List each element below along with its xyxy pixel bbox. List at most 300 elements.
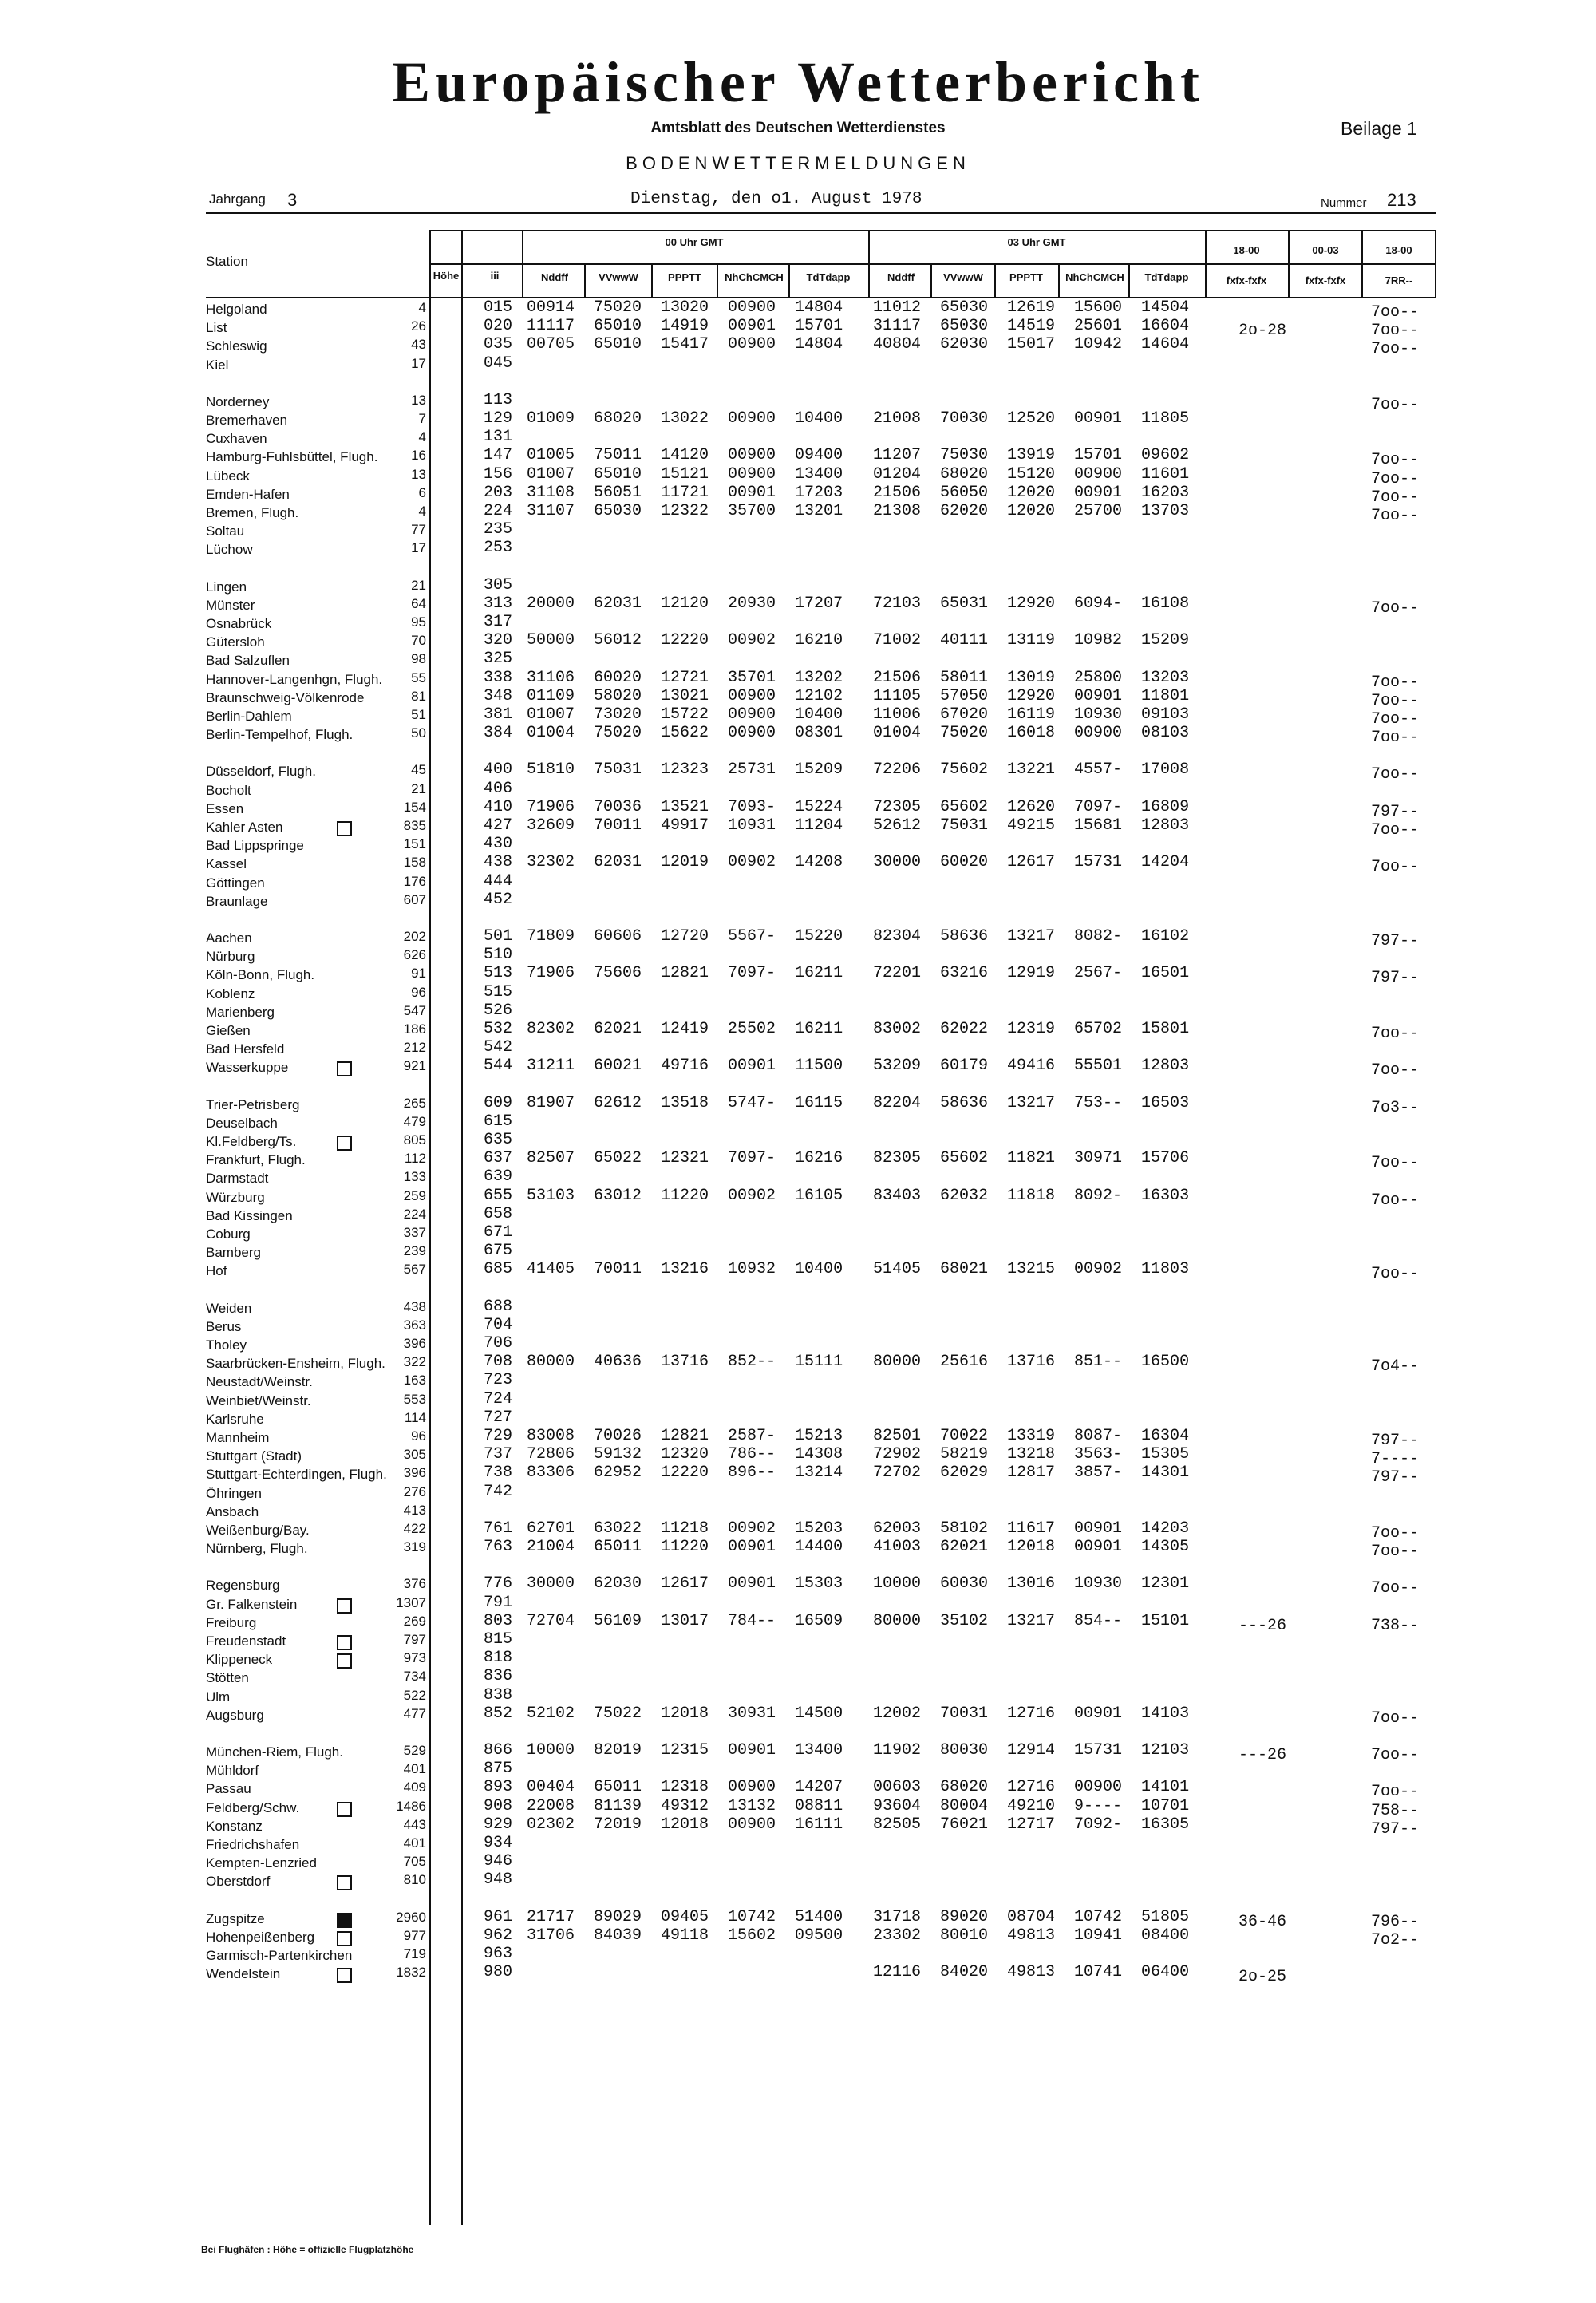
- obs-00-gmt: 31108 56051 11721 00901 17203: [527, 484, 843, 502]
- station-name: Bremerhaven: [206, 413, 288, 428]
- period-7rr: 797--: [1371, 1432, 1420, 1450]
- station-name: Regensburg: [206, 1578, 280, 1593]
- station-hoehe: 734: [403, 1669, 426, 1684]
- period-7rr: 7oo--: [1371, 303, 1420, 322]
- station-hoehe: 2960: [396, 1910, 426, 1925]
- station-index: 113: [484, 391, 513, 409]
- obs-03-gmt: 01204 68020 15120 00900 11601: [873, 465, 1190, 484]
- period-7rr: 7oo--: [1371, 1191, 1420, 1210]
- station-hoehe: 133: [403, 1169, 426, 1184]
- station-index: 015: [484, 298, 513, 317]
- hoehe-header: Höhe: [433, 270, 460, 282]
- station-hoehe: 413: [403, 1503, 426, 1518]
- station-index: 348: [484, 687, 513, 705]
- station-index: 655: [484, 1187, 513, 1205]
- station-hoehe: 547: [403, 1003, 426, 1018]
- station-hoehe: 529: [403, 1743, 426, 1758]
- station-hoehe: 1832: [396, 1965, 426, 1980]
- subtitle: Amtsblatt des Deutschen Wetterdienstes: [650, 120, 946, 136]
- col03-tdtdapp: TdTdapp: [1144, 271, 1189, 283]
- station-index: 724: [484, 1390, 513, 1408]
- sub-divider: [788, 263, 790, 297]
- obs-03-gmt: 80000 25616 13716 851-- 16500: [873, 1353, 1190, 1371]
- period-7rr: 7oo--: [1371, 322, 1420, 340]
- obs-00-gmt: 51810 75031 12323 25731 15209: [527, 760, 843, 779]
- period-7rr: 7oo--: [1371, 1543, 1420, 1561]
- obs-00-gmt: 31106 60020 12721 35701 13202: [527, 669, 843, 687]
- station-index: 727: [484, 1408, 513, 1427]
- obs-00-gmt: 52102 75022 12018 30931 14500: [527, 1705, 843, 1723]
- station-hoehe: 276: [403, 1484, 426, 1499]
- station-hoehe: 422: [403, 1521, 426, 1536]
- obs-03-gmt: 21506 56050 12020 00901 16203: [873, 484, 1190, 502]
- station-index: 147: [484, 446, 513, 464]
- station-index: 658: [484, 1205, 513, 1223]
- station-hoehe: 98: [411, 651, 426, 666]
- col03-nddff: Nddff: [887, 271, 915, 283]
- obs-00-gmt: 20000 62031 12120 20930 17207: [527, 595, 843, 613]
- station-index: 708: [484, 1353, 513, 1371]
- obs-00-gmt: 02302 72019 12018 00900 16111: [527, 1815, 843, 1834]
- station-index: 224: [484, 502, 513, 520]
- obs-03-gmt: 53209 60179 49416 55501 12803: [873, 1057, 1190, 1075]
- obs-03-gmt: 30000 60020 12617 15731 14204: [873, 853, 1190, 871]
- station-hoehe: 13: [411, 467, 426, 482]
- period-7rr: 7oo--: [1371, 765, 1420, 784]
- obs-03-gmt: 10000 60030 13016 10930 12301: [873, 1574, 1190, 1593]
- station-hoehe: 158: [403, 855, 426, 870]
- station-hoehe: 112: [404, 1151, 426, 1166]
- station-index: 438: [484, 853, 513, 871]
- period-7rr: 7oo--: [1371, 1579, 1420, 1598]
- col-divider-hoehe: [461, 230, 463, 2225]
- station-hoehe: 43: [411, 337, 426, 352]
- station-hoehe: 396: [403, 1336, 426, 1351]
- station-hoehe: 337: [403, 1225, 426, 1240]
- obs-00-gmt: 41405 70011 13216 10932 10400: [527, 1260, 843, 1278]
- station-name: Saarbrücken-Ensheim, Flugh.: [206, 1356, 385, 1371]
- station-hoehe: 269: [403, 1614, 426, 1629]
- col-divider-iii: [522, 230, 523, 298]
- station-index: 908: [484, 1797, 513, 1815]
- station-index: 203: [484, 484, 513, 502]
- col-divider-end: [1435, 230, 1436, 298]
- station-index: 685: [484, 1260, 513, 1278]
- obs-00-gmt: 31211 60021 49716 00901 11500: [527, 1057, 843, 1075]
- station-index: 427: [484, 816, 513, 835]
- obs-03-gmt: 21008 70030 12520 00901 11805: [873, 409, 1190, 428]
- station-index: 866: [484, 1741, 513, 1760]
- iii-header: iii: [490, 270, 500, 282]
- obs-03-gmt: 72902 58219 13218 3563- 15305: [873, 1445, 1190, 1464]
- station-name: Essen: [206, 801, 244, 816]
- station-name: Koblenz: [206, 986, 255, 1001]
- station-index: 934: [484, 1834, 513, 1852]
- station-index: 609: [484, 1094, 513, 1112]
- obs-03-gmt: 62003 58102 11617 00901 14203: [873, 1519, 1190, 1538]
- obs-00-gmt: 72704 56109 13017 784-- 16509: [527, 1612, 843, 1630]
- period-7rr: 7oo--: [1371, 729, 1420, 747]
- station-index: 410: [484, 798, 513, 816]
- station-index: 510: [484, 946, 513, 964]
- station-index: 706: [484, 1334, 513, 1353]
- station-name: Bad Salzuflen: [206, 653, 290, 668]
- station-name: Hannover-Langenhgn, Flugh.: [206, 672, 383, 687]
- station-name: Tholey: [206, 1337, 247, 1353]
- station-name: Helgoland: [206, 302, 267, 317]
- station-index: 963: [484, 1945, 513, 1963]
- period-7rr: 7oo--: [1371, 1709, 1420, 1728]
- station-name: Göttingen: [206, 875, 265, 891]
- station-hoehe: 4: [418, 300, 426, 315]
- station-index: 852: [484, 1705, 513, 1723]
- station-index: 948: [484, 1870, 513, 1889]
- period1-header: 18-00: [1233, 244, 1260, 256]
- station-name: Freudenstadt: [206, 1633, 286, 1649]
- station-name: Zugspitze: [206, 1911, 265, 1926]
- station-index: 742: [484, 1483, 513, 1501]
- station-hoehe: 305: [403, 1447, 426, 1462]
- station-hoehe: 973: [403, 1650, 426, 1665]
- obs-00-gmt: 71809 60606 12720 5567- 15220: [527, 927, 843, 946]
- sub-divider: [651, 263, 653, 297]
- station-index: 400: [484, 760, 513, 779]
- obs-00-gmt: 10000 82019 12315 00901 13400: [527, 1741, 843, 1760]
- obs-00-gmt: 82302 62021 12419 25502 16211: [527, 1020, 843, 1038]
- station-hoehe: 259: [403, 1188, 426, 1203]
- station-name: Weiden: [206, 1301, 252, 1316]
- station-name: Weinbiet/Weinstr.: [206, 1393, 311, 1408]
- station-name: Ulm: [206, 1689, 231, 1705]
- station-name: Öhringen: [206, 1486, 262, 1501]
- station-name: Stuttgart-Echterdingen, Flugh.: [206, 1467, 387, 1482]
- station-hoehe: 51: [411, 707, 426, 722]
- col03-vvwww: VVwwW: [943, 271, 983, 283]
- station-name: Lüchow: [206, 542, 253, 557]
- obs-03-gmt: 72702 62029 12817 3857- 14301: [873, 1464, 1190, 1482]
- station-hoehe: 835: [403, 818, 426, 833]
- station-index: 961: [484, 1908, 513, 1926]
- station-name: Berlin-Dahlem: [206, 709, 292, 724]
- station-hoehe: 719: [403, 1946, 426, 1961]
- station-hoehe: 479: [403, 1114, 426, 1129]
- station-hoehe: 186: [403, 1021, 426, 1037]
- obs-00-gmt: 01005 75011 14120 00900 09400: [527, 446, 843, 464]
- period-7rr: 797--: [1371, 969, 1420, 987]
- station-name: Frankfurt, Flugh.: [206, 1152, 306, 1167]
- period-7rr: 7oo--: [1371, 340, 1420, 358]
- station-name: Klippeneck: [206, 1652, 273, 1667]
- station-index: 637: [484, 1149, 513, 1167]
- period-value: 36-46: [1238, 1913, 1287, 1931]
- nummer-label: Nummer: [1321, 196, 1367, 210]
- station-hoehe: 4: [418, 429, 426, 444]
- obs-03-gmt: 11207 75030 13919 15701 09602: [873, 446, 1190, 464]
- station-hoehe: 705: [403, 1854, 426, 1869]
- station-hoehe: 977: [403, 1928, 426, 1943]
- station-index: 313: [484, 595, 513, 613]
- col00-vvwww: VVwwW: [598, 271, 638, 283]
- obs-00-gmt: 21717 89029 09405 10742 51400: [527, 1908, 843, 1926]
- table-top-rule: [429, 230, 1436, 231]
- station-name: Feldberg/Schw.: [206, 1800, 300, 1815]
- station-name: Schleswig: [206, 338, 267, 354]
- station-index: 875: [484, 1760, 513, 1778]
- station-index: 776: [484, 1574, 513, 1593]
- col-divider-p1: [1205, 230, 1207, 298]
- station-name: Coburg: [206, 1227, 251, 1242]
- station-index: 815: [484, 1630, 513, 1649]
- obs-03-gmt: 72206 75602 13221 4557- 17008: [873, 760, 1190, 779]
- station-name: Mühldorf: [206, 1763, 259, 1778]
- station-name: Marienberg: [206, 1005, 275, 1020]
- obs-00-gmt: 01007 73020 15722 00900 10400: [527, 705, 843, 724]
- obs-03-gmt: 41003 62021 12018 00901 14305: [873, 1538, 1190, 1556]
- period-7rr: 7oo--: [1371, 710, 1420, 729]
- station-index: 688: [484, 1298, 513, 1316]
- station-index: 501: [484, 927, 513, 946]
- station-name: München-Riem, Flugh.: [206, 1744, 343, 1760]
- station-hoehe: 202: [403, 929, 426, 944]
- station-index: 235: [484, 520, 513, 539]
- obs-00-gmt: 00404 65011 12318 00900 14207: [527, 1778, 843, 1796]
- obs-03-gmt: 72201 63216 12919 2567- 16501: [873, 964, 1190, 982]
- obs-00-gmt: 81907 62612 13518 5747- 16115: [527, 1094, 843, 1112]
- obs-03-gmt: 72305 65602 12620 7097- 16809: [873, 798, 1190, 816]
- col-divider-p3: [1361, 230, 1363, 298]
- station-name: Bad Lippspringe: [206, 838, 304, 853]
- obs-00-gmt: 11117 65010 14919 00901 15701: [527, 317, 843, 335]
- period-7rr: 7oo--: [1371, 1025, 1420, 1043]
- station-name: Hamburg-Fuhlsbüttel, Flugh.: [206, 449, 378, 464]
- station-name: Trier-Petrisberg: [206, 1097, 300, 1112]
- station-index: 452: [484, 891, 513, 909]
- station-hoehe: 114: [404, 1410, 426, 1425]
- station-name: Oberstdorf: [206, 1874, 271, 1889]
- station-hoehe: 810: [403, 1872, 426, 1887]
- obs-03-gmt: 52612 75031 49215 15681 12803: [873, 816, 1190, 835]
- station-name: Ansbach: [206, 1504, 259, 1519]
- station-name: Osnabrück: [206, 616, 272, 631]
- obs-00-gmt: 80000 40636 13716 852-- 15111: [527, 1353, 843, 1371]
- col-divider-station: [429, 230, 431, 2225]
- period-7rr: 7oo--: [1371, 674, 1420, 692]
- station-name: Wendelstein: [206, 1966, 281, 1981]
- period-7rr: 7oo--: [1371, 451, 1420, 469]
- sub-divider: [1058, 263, 1060, 297]
- obs-00-gmt: 83008 70026 12821 2587- 15213: [527, 1427, 843, 1445]
- obs-03-gmt: 71002 40111 13119 10982 15209: [873, 631, 1190, 650]
- issue-date: Dienstag, den o1. August 1978: [630, 190, 922, 208]
- station-name: Deuselbach: [206, 1116, 278, 1131]
- station-hoehe: 91: [411, 966, 426, 981]
- table-mid-rule: [429, 263, 1436, 265]
- station-name: Norderney: [206, 394, 270, 409]
- obs-03-gmt: 82305 65602 11821 30971 15706: [873, 1149, 1190, 1167]
- period-value: ---26: [1238, 1617, 1287, 1635]
- obs-00-gmt: 21004 65011 11220 00901 14400: [527, 1538, 843, 1556]
- obs-03-gmt: 83002 62022 12319 65702 15801: [873, 1020, 1190, 1038]
- obs-00-gmt: 31107 65030 12322 35700 13201: [527, 502, 843, 520]
- obs-03-gmt: 21506 58011 13019 25800 13203: [873, 669, 1190, 687]
- station-index: 763: [484, 1538, 513, 1556]
- station-hoehe: 7: [418, 411, 426, 426]
- period-7rr: 758--: [1371, 1802, 1420, 1820]
- station-index: 129: [484, 409, 513, 428]
- obs-00-gmt: 32302 62031 12019 00902 14208: [527, 853, 843, 871]
- station-index: 723: [484, 1371, 513, 1389]
- obs-03-gmt: 82501 70022 13319 8087- 16304: [873, 1427, 1190, 1445]
- section-title: BODENWETTERMELDUNGEN: [626, 153, 970, 173]
- page-title: Europäischer Wetterbericht: [392, 50, 1204, 114]
- obs-00-gmt: 62701 63022 11218 00902 15203: [527, 1519, 843, 1538]
- obs-00-gmt: 53103 63012 11220 00902 16105: [527, 1187, 843, 1205]
- station-name: Bamberg: [206, 1245, 261, 1260]
- station-hoehe: 1307: [396, 1595, 426, 1610]
- col-divider-p2: [1288, 230, 1290, 298]
- station-hoehe: 6: [418, 485, 426, 500]
- station-index: 325: [484, 650, 513, 668]
- period-7rr: 7oo--: [1371, 396, 1420, 414]
- station-index: 675: [484, 1242, 513, 1260]
- period-7rr: 7oo--: [1371, 599, 1420, 618]
- beilage-label: Beilage 1: [1341, 118, 1417, 139]
- station-index: 980: [484, 1963, 513, 1981]
- period-7rr: 797--: [1371, 1468, 1420, 1487]
- station-name: Lübeck: [206, 468, 250, 484]
- station-index: 045: [484, 354, 513, 373]
- station-hoehe: 176: [403, 874, 426, 889]
- station-index: 338: [484, 669, 513, 687]
- station-name: Weißenburg/Bay.: [206, 1523, 310, 1538]
- station-name: Kiel: [206, 357, 229, 373]
- period-7rr: 7oo--: [1371, 1524, 1420, 1543]
- station-name: Augsburg: [206, 1708, 264, 1723]
- station-hoehe: 13: [411, 393, 426, 408]
- obs-03-gmt: 11012 65030 12619 15600 14504: [873, 298, 1190, 317]
- station-name: Bremen, Flugh.: [206, 505, 299, 520]
- obs-03-gmt: 23302 80010 49813 10941 08400: [873, 1926, 1190, 1945]
- period-7rr: 7oo--: [1371, 1265, 1420, 1283]
- obs-03-gmt: 51405 68021 13215 00902 11803: [873, 1260, 1190, 1278]
- station-name: Konstanz: [206, 1819, 263, 1834]
- station-hoehe: 81: [411, 689, 426, 704]
- station-index: 836: [484, 1667, 513, 1685]
- station-hoehe: 396: [403, 1465, 426, 1480]
- obs-03-gmt: 80000 35102 13217 854-- 15101: [873, 1612, 1190, 1630]
- sub-divider: [930, 263, 932, 297]
- station-index: 020: [484, 317, 513, 335]
- station-hoehe: 921: [403, 1058, 426, 1073]
- obs-03-gmt: 11006 67020 16119 10930 09103: [873, 705, 1190, 724]
- station-hoehe: 95: [411, 614, 426, 630]
- obs-00-gmt: 00914 75020 13020 00900 14804: [527, 298, 843, 317]
- obs-03-gmt: 83403 62032 11818 8092- 16303: [873, 1187, 1190, 1205]
- period-7rr: 797--: [1371, 932, 1420, 950]
- station-hoehe: 70: [411, 633, 426, 648]
- time03-header: 03 Uhr GMT: [1007, 236, 1066, 248]
- station-name: Freiburg: [206, 1615, 257, 1630]
- period-7rr: 7----: [1371, 1450, 1420, 1468]
- sub-divider: [994, 263, 996, 297]
- station-hoehe: 553: [403, 1392, 426, 1407]
- station-name: Stuttgart (Stadt): [206, 1448, 302, 1464]
- obs-03-gmt: 31117 65030 14519 25601 16604: [873, 317, 1190, 335]
- station-index: 035: [484, 335, 513, 354]
- station-name: Lingen: [206, 579, 247, 595]
- station-index: 542: [484, 1038, 513, 1057]
- period-value: 2o-25: [1238, 1968, 1287, 1986]
- station-index: 384: [484, 724, 513, 742]
- obs-00-gmt: 71906 75606 12821 7097- 16211: [527, 964, 843, 982]
- station-index: 946: [484, 1852, 513, 1870]
- station-index: 513: [484, 964, 513, 982]
- station-hoehe: 401: [403, 1835, 426, 1851]
- period-7rr: 797--: [1371, 803, 1420, 821]
- station-name: Nürnberg, Flugh.: [206, 1541, 308, 1556]
- station-hoehe: 96: [411, 1428, 426, 1444]
- obs-00-gmt: 22008 81139 49312 13132 08811: [527, 1797, 843, 1815]
- station-hoehe: 438: [403, 1299, 426, 1314]
- col00-tdtdapp: TdTdapp: [806, 271, 851, 283]
- station-index: 515: [484, 983, 513, 1001]
- station-name: Kl.Feldberg/Ts.: [206, 1134, 297, 1149]
- station-name: List: [206, 320, 227, 335]
- station-hoehe: 16: [411, 448, 426, 463]
- station-index: 803: [484, 1612, 513, 1630]
- period3-sub: 7RR--: [1385, 275, 1413, 286]
- station-index: 305: [484, 576, 513, 595]
- station-name: Kahler Asten: [206, 820, 283, 835]
- jahrgang-value: 3: [287, 190, 298, 210]
- obs-00-gmt: 50000 56012 12220 00902 16210: [527, 631, 843, 650]
- obs-00-gmt: 32609 70011 49917 10931 11204: [527, 816, 843, 835]
- period-7rr: 797--: [1371, 1820, 1420, 1839]
- station-name: Bad Hersfeld: [206, 1041, 285, 1057]
- station-name: Soltau: [206, 523, 245, 539]
- period-7rr: 7o3--: [1371, 1099, 1420, 1117]
- station-hoehe: 77: [411, 522, 426, 537]
- station-index: 430: [484, 835, 513, 853]
- obs-03-gmt: 00603 68020 12716 00900 14101: [873, 1778, 1190, 1796]
- obs-03-gmt: 01004 75020 16018 00900 08103: [873, 724, 1190, 742]
- station-name: Berus: [206, 1319, 242, 1334]
- station-index: 838: [484, 1686, 513, 1705]
- station-name: Mannheim: [206, 1430, 270, 1445]
- period-value: 2o-28: [1238, 322, 1287, 340]
- station-hoehe: 319: [403, 1539, 426, 1554]
- station-hoehe: 401: [403, 1761, 426, 1776]
- station-name: Hof: [206, 1263, 227, 1278]
- period-7rr: 7oo--: [1371, 1061, 1420, 1080]
- station-hoehe: 96: [411, 985, 426, 1000]
- station-name: Aachen: [206, 930, 252, 946]
- station-name: Garmisch-Partenkirchen: [206, 1948, 353, 1963]
- obs-03-gmt: 82505 76021 12717 7092- 16305: [873, 1815, 1190, 1834]
- period3-header: 18-00: [1385, 244, 1412, 256]
- obs-00-gmt: 00705 65010 15417 00900 14804: [527, 335, 843, 354]
- station-hoehe: 17: [411, 540, 426, 555]
- station-index: 962: [484, 1926, 513, 1945]
- obs-00-gmt: 01109 58020 13021 00900 12102: [527, 687, 843, 705]
- obs-03-gmt: 93604 80004 49210 9---- 10701: [873, 1797, 1190, 1815]
- station-hoehe: 477: [403, 1706, 426, 1721]
- obs-03-gmt: 11902 80030 12914 15731 12103: [873, 1741, 1190, 1760]
- station-hoehe: 567: [403, 1262, 426, 1277]
- station-hoehe: 64: [411, 596, 426, 611]
- station-name: Cuxhaven: [206, 431, 267, 446]
- obs-03-gmt: 12002 70031 12716 00901 14103: [873, 1705, 1190, 1723]
